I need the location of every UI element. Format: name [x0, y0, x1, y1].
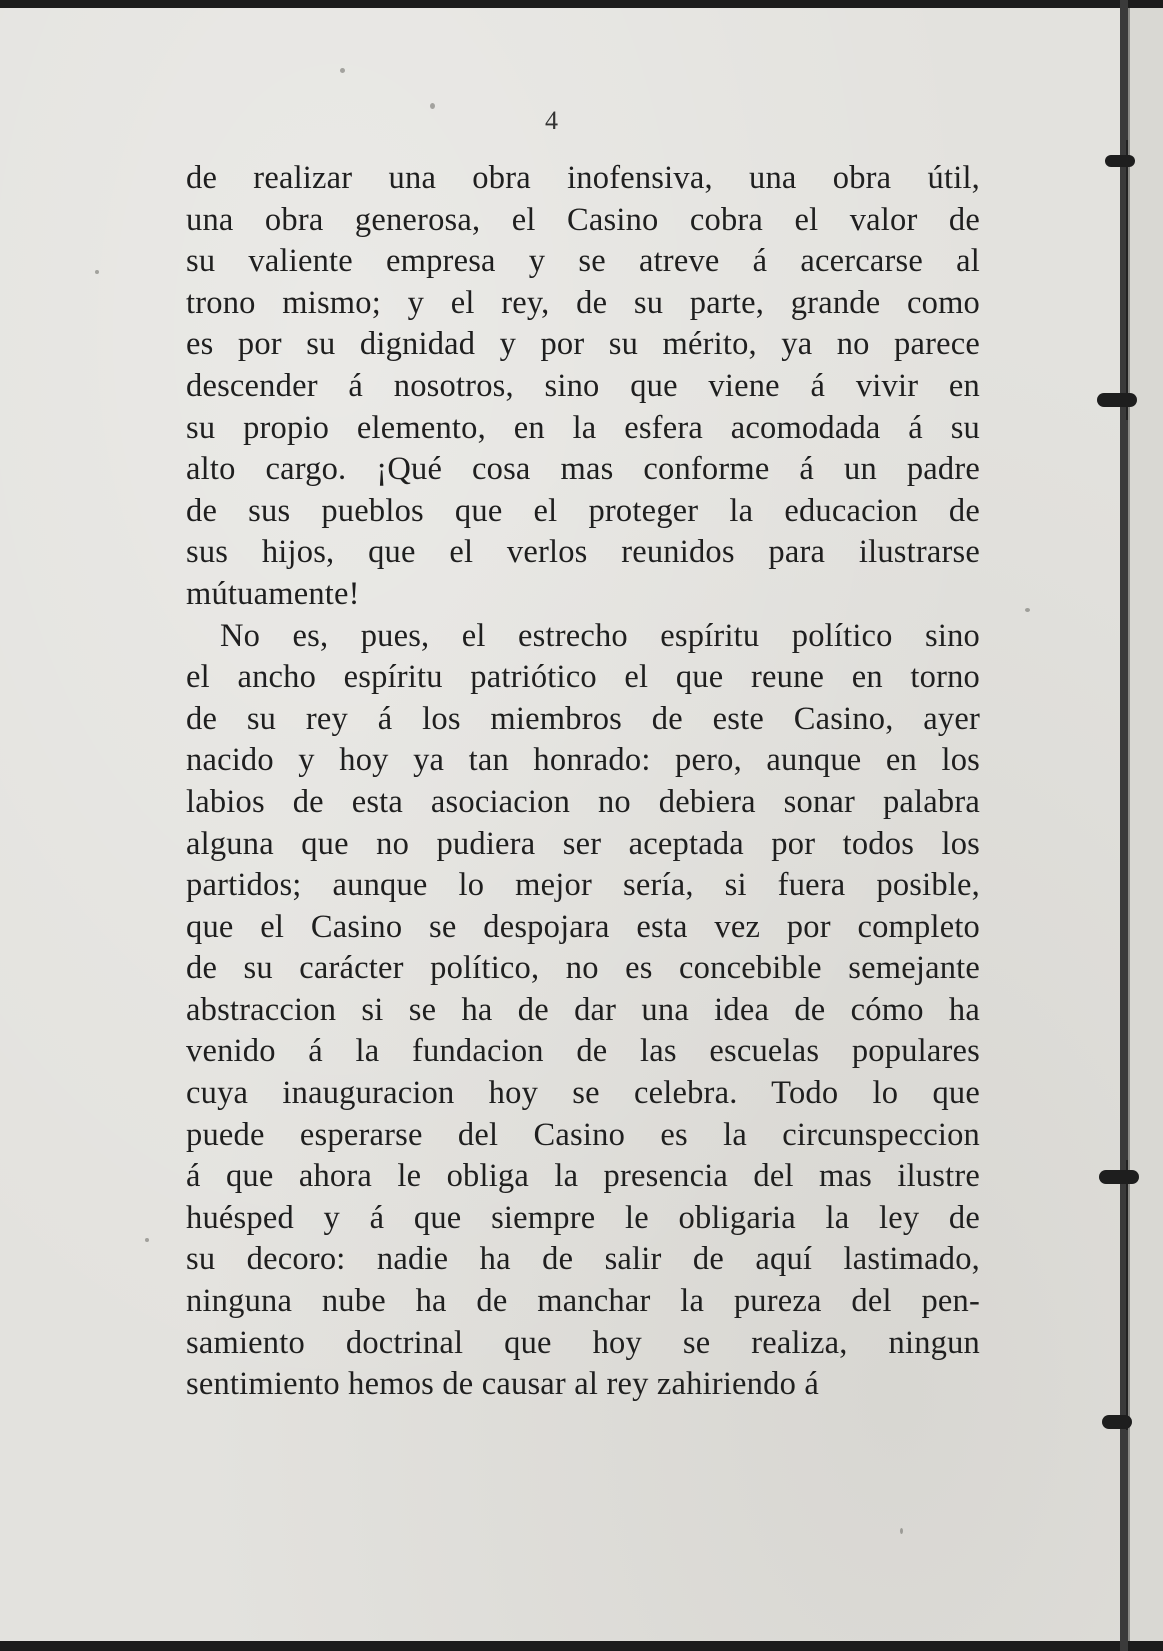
text-line: ninguna nube ha de manchar la pureza del pen-: [186, 1283, 980, 1320]
text-line: de sus pueblos que el proteger la educacion de: [186, 492, 980, 529]
text-line: puede esperarse del Casino es la circunspeccion: [186, 1116, 980, 1153]
text-line: sus hijos, que el verlos reunidos para ilustrarse: [186, 534, 980, 571]
paragraph: [186, 616, 980, 1406]
text-line: labios de esta asociacion no debiera sonar palabra: [186, 783, 980, 820]
text-line: descender á nosotros, sino que viene á vivir en: [186, 367, 980, 404]
text-line: abstraccion si se ha de dar una idea de cómo ha: [186, 991, 980, 1028]
text-line: cuya inauguracion hoy se celebra. Todo lo que: [186, 1075, 980, 1112]
text-line: su decoro: nadie ha de salir de aquí lastimado,: [186, 1241, 980, 1278]
binding-thread: [1097, 393, 1137, 407]
text-line: sentimiento hemos de causar al rey zahiriendo á: [186, 1366, 819, 1403]
paragraph: [186, 158, 980, 616]
paper-speck: [340, 68, 345, 73]
adjacent-leaf-edge: [1128, 8, 1163, 1641]
binding-thread: [1099, 1170, 1139, 1184]
text-line: mútuamente!: [186, 575, 360, 612]
text-line: No es, pues, el estrecho espíritu político sino: [220, 617, 980, 654]
text-line: su propio elemento, en la esfera acomodada á su: [186, 409, 980, 446]
paper-speck: [95, 270, 99, 274]
text-line: nacido y hoy ya tan honrado: pero, aunque en los: [186, 742, 980, 779]
paper-speck: [900, 1528, 903, 1534]
text-line: de realizar una obra inofensiva, una obra útil,: [186, 160, 980, 196]
text-line: que el Casino se despojara esta vez por completo: [186, 908, 980, 945]
binding-thread: [1105, 155, 1135, 167]
text-line: huésped y á que siempre le obligaria la ley de: [186, 1199, 980, 1236]
text-line: samiento doctrinal que hoy se realiza, ningun: [186, 1324, 980, 1361]
paper-speck: [145, 1238, 149, 1242]
binding-thread: [1102, 1415, 1132, 1429]
text-line: venido á la fundacion de las escuelas populares: [186, 1033, 980, 1070]
paper-speck: [1025, 608, 1030, 612]
text-line: alto cargo. ¡Qué cosa mas conforme á un padre: [186, 451, 980, 488]
binding-stitch: [1126, 1160, 1128, 1430]
text-line: alguna que no pudiera ser aceptada por todos los: [186, 825, 980, 862]
text-line: es por su dignidad y por su mérito, ya no parece: [186, 326, 980, 363]
page-number: 4: [545, 106, 558, 135]
text-line: de su carácter político, no es concebible semejante: [186, 950, 980, 987]
text-line: á que ahora le obliga la presencia del mas ilustre: [186, 1158, 980, 1195]
text-line: su valiente empresa y se atreve á acercarse al: [186, 243, 980, 280]
text-line: una obra generosa, el Casino cobra el valor de: [186, 201, 980, 238]
text-line: trono mismo; y el rey, de su parte, grande como: [186, 284, 980, 321]
text-line: el ancho espíritu patriótico el que reune en torno: [186, 659, 980, 696]
text-line: partidos; aunque lo mejor sería, si fuera posible,: [186, 867, 980, 904]
binding-stitch: [1126, 140, 1128, 420]
text-line: de su rey á los miembros de este Casino, ayer: [186, 700, 980, 737]
body-text: [186, 158, 980, 1406]
